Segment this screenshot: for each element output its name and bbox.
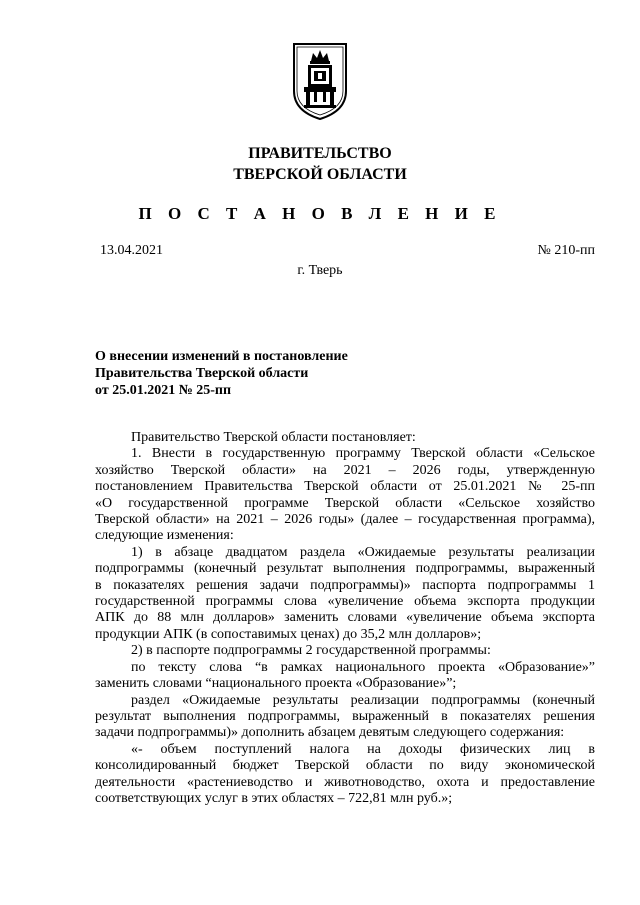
- body-line: 1. Внести в государственную программу Тверской области «Сельское: [131, 446, 595, 462]
- body-line: задачи подпрограммы)» дополнить абзацем девятым следующего содержания:: [95, 725, 565, 741]
- document-date: 13.04.2021: [100, 243, 163, 258]
- body-line: раздел «Ожидаемые результаты реализации подпрограммы (конечный: [131, 692, 595, 708]
- subject-line: Правительства Тверской области: [95, 366, 309, 381]
- body-line: 2) в паспорте подпрограммы 2 государственной программы:: [131, 643, 491, 659]
- document-number: № 210-пп: [537, 243, 595, 258]
- subject-line: О внесении изменений в постановление: [95, 349, 348, 364]
- body-line: по тексту слова “в рамках национального проекта «Образование»”: [131, 659, 595, 675]
- body-line: АПК до 88 млн долларов» заменить словами «увеличение объема экспорта: [95, 610, 595, 626]
- body-line: продукции АПК (в сопоставимых ценах) до 35,2 млн долларов»;: [95, 626, 482, 642]
- body-line: постановлением Правительства Тверской области от 25.01.2021 № 25-пп: [95, 479, 595, 495]
- body-line: подпрограммы (конечный результат выполнения подпрограммы, выраженный: [95, 561, 595, 577]
- body-line: следующие изменения:: [95, 528, 234, 544]
- body-line: хозяйство Тверской области» на 2021 – 2026 годы, утвержденную: [95, 462, 595, 478]
- body-line: в показателях решения задачи подпрограммы)» паспорта подпрограммы 1: [95, 577, 595, 593]
- document-city: г. Тверь: [297, 263, 343, 278]
- body-line: «- объем поступлений налога на доходы физических лиц в: [131, 741, 595, 757]
- document-body: [95, 430, 595, 807]
- government-name-line2: ТВЕРСКОЙ ОБЛАСТИ: [233, 166, 407, 183]
- body-line: результат выполнения подпрограммы, выраженный в показателях решения: [95, 708, 595, 724]
- body-line: деятельности «растениеводство и животноводство, охота и предоставление: [95, 774, 595, 790]
- body-line: Правительство Тверской области постановляет:: [131, 430, 416, 445]
- government-name-line1: ПРАВИТЕЛЬСТВО: [248, 145, 392, 162]
- body-line: соответствующих услуг в этих областях – 722,81 млн руб.»;: [95, 790, 453, 806]
- body-line: 1) в абзаце двадцатом раздела «Ожидаемые результаты реализации: [131, 544, 595, 560]
- subject-line: от 25.01.2021 № 25-пп: [95, 383, 232, 398]
- body-line: консолидированный бюджет Тверской области по виду экономической: [95, 758, 595, 774]
- coat-of-arms-emblem: [291, 41, 349, 121]
- body-line: «О государственной программе Тверской области «Сельское хозяйство: [95, 495, 595, 511]
- document-subject: [95, 348, 348, 399]
- body-line: государственной программы слова «увеличение объема экспорта продукции: [95, 594, 595, 610]
- body-line: заменить словами “национального проекта «Образование»”;: [95, 676, 457, 692]
- document-type: П О С Т А Н О В Л Е Н И Е: [138, 204, 502, 223]
- body-line: Тверской области» на 2021 – 2026 годы» (далее – государственная программа),: [95, 512, 595, 528]
